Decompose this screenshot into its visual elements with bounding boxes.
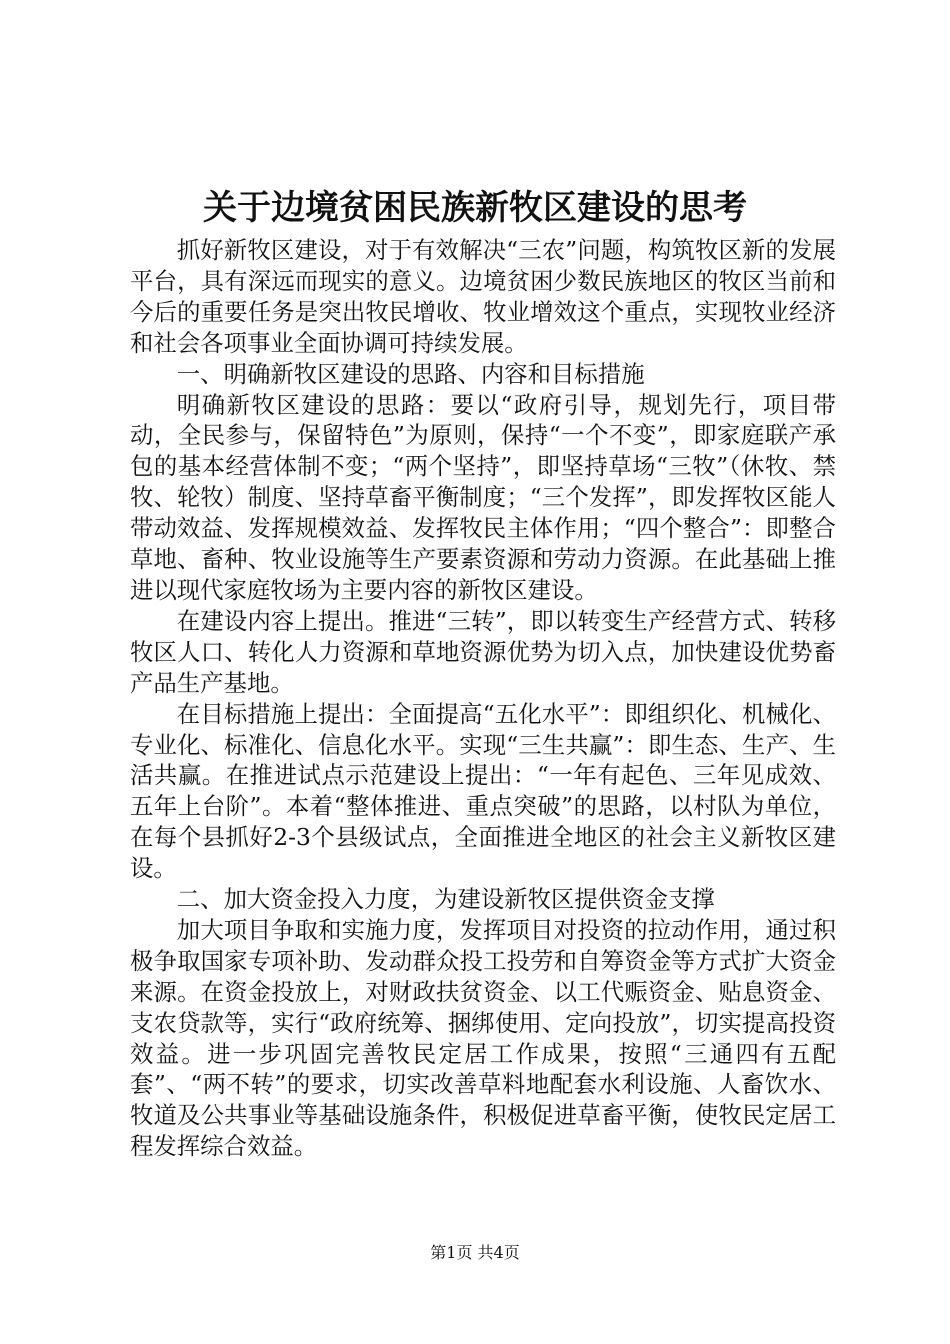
paragraph-intro: 抓好新牧区建设，对于有效解决“三农”问题，构筑牧区新的发展平台，具有深远而现实的意义。边境贫困少数民族地区的牧区当前和今后的重要任务是突出牧民增收、牧业增效这个重点，实现牧业经济和社会各项事业全面协调可持续发展。	[130, 236, 836, 357]
document-body	[130, 235, 836, 1162]
paragraph-funding: 加大项目争取和实施力度，发挥项目对投资的拉动作用，通过积极争取国家专项补助、发动群众投工投劳和自筹资金等方式扩大资金来源。在资金投放上，对财政扶贫资金、以工代赈资金、贴息资金、支农贷款等，实行“政府统筹、捆绑使用、定向投放”，切实提高投资效益。进一步巩固完善牧民定居工作成果，按照“三通四有五配套”、“两不转”的要求，切实改善草料地配套水利设施、人畜饮水、牧道及公共事业等基础设施条件，积极促进草畜平衡，使牧民定居工程发挥综合效益。	[130, 915, 836, 1161]
paragraph-goals: 在目标措施上提出：全面提高“五化水平”：即组织化、机械化、专业化、标准化、信息化水平。实现“三生共赢”：即生态、生产、生活共赢。在推进试点示范建设上提出：“一年有起色、三年见成效、五年上台阶”。本着“整体推进、重点突破”的思路，以村队为单位，在每个县抓好2-3个县级试点，全面推进全地区的社会主义新牧区建设。	[130, 699, 836, 883]
paragraph-content: 在建设内容上提出。推进“三转”，即以转变生产经营方式、转移牧区人口、转化人力资源和草地资源优势为切入点，加快建设优势畜产品生产基地。	[130, 606, 836, 697]
section-heading-2: 二、加大资金投入力度，为建设新牧区提供资金支撑	[176, 885, 715, 914]
section-heading-1: 一、明确新牧区建设的思路、内容和目标措施	[176, 359, 645, 388]
page-number-footer: 第1页 共4页	[430, 1243, 520, 1262]
paragraph-approach: 明确新牧区建设的思路：要以“政府引导，规划先行，项目带动，全民参与，保留特色”为原则，保持“一个不变”，即家庭联产承包的基本经营体制不变；“两个坚持”，即坚持草场“三牧”（休牧、禁牧、轮牧）制度、坚持草畜平衡制度；“三个发挥”，即发挥牧区能人带动效益、发挥规模效益、发挥牧民主体作用；“四个整合”：即整合草地、畜种、牧业设施等生产要素资源和劳动力资源。在此基础上推进以现代家庭牧场为主要内容的新牧区建设。	[130, 390, 836, 604]
document-title: 关于边境贫困民族新牧区建设的思考	[203, 188, 747, 228]
